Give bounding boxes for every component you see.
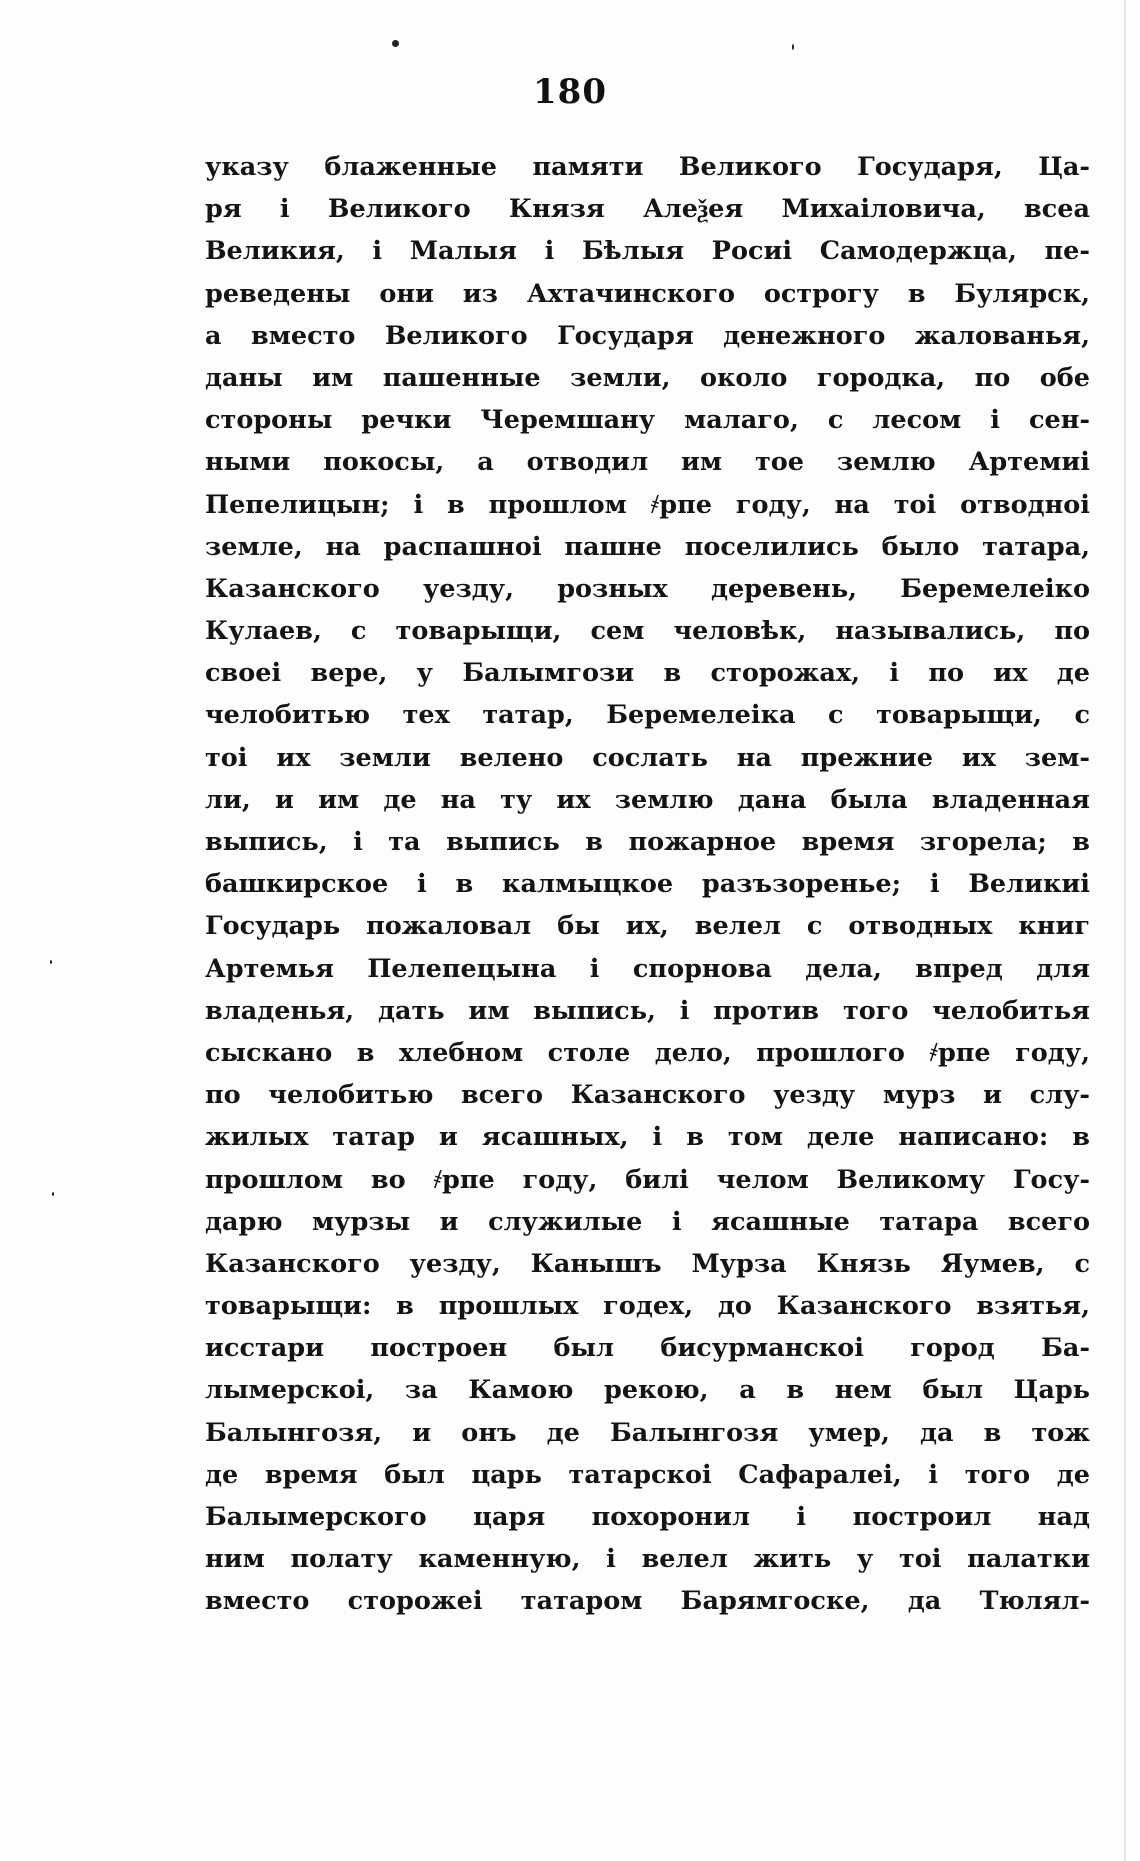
text-line: Пепелицын; і в прошлом ҂рпе году, на тоі отводноі [205,489,1090,520]
page-edge-shadow [1124,0,1126,1861]
ink-speck [392,40,399,47]
text-line: Казанского уезду, розных деревень, Беремелеіко [205,573,1090,604]
text-line: товарыщи: в прошлых годех, до Казанского взятья, [205,1291,1090,1322]
text-line: владенья, дать им выпись, і против того челобитья [205,995,1090,1026]
text-line: челобитью тех татар, Беремелеіка с товарыщи, с [205,700,1090,731]
text-line: Казанского уезду, Канышъ Мурза Князь Яумев, с [205,1248,1090,1279]
text-line: Кулаев, с товарыщи, сем человѣк, назывались, по [205,616,1090,647]
text-line: реведены они из Ахтачинского острогу в Булярск, [205,278,1090,309]
ink-speck [52,1192,54,1196]
text-line: даны им пашенные земли, около городка, по обе [205,362,1090,393]
text-line: жилых татар и ясашных, і в том деле написано: в [205,1122,1090,1153]
text-line: Балымерского царя похоронил і построил над [205,1502,1090,1532]
ink-speck [792,44,794,50]
text-line: ря і Великого Князя Алеѯея Михаіловича, всеа [205,194,1090,225]
text-line: Артемья Пелепецына і спорнова дела, впред для [205,953,1090,984]
text-line: Балынгозя, и онъ де Балынгозя умер, да в тож [205,1417,1090,1448]
text-line: ными покосы, а отводил им тое землю Артемиі [205,447,1090,478]
page-number: 180 [533,72,607,112]
text-line: земле, на распашноі пашне поселились было татара, [205,531,1090,562]
text-line: башкирское і в калмыцкое разъзоренье; і Великиі [205,869,1090,900]
text-line: стороны речки Черемшану малаго, с лесом і сен- [205,405,1090,436]
text-line: ним полату каменную, і велел жить у тоі палатки [205,1544,1090,1575]
body-text [205,146,1090,1623]
text-line: Государь пожаловал бы их, велел с отводных книг [205,911,1090,942]
text-line: тоі их земли велено сослать на прежние их зем- [205,742,1090,773]
text-line: прошлом во ҂рпе году, билі челом Великому Госу- [205,1164,1090,1195]
text-line: по челобитью всего Казанского уезду мурз и слу- [205,1080,1090,1111]
text-line: указу блаженные памяти Великого Государя, Ца- [205,152,1090,182]
text-line: исстари построен был бисурманскоі город Ба- [205,1333,1090,1364]
text-line: выпись, і та выпись в пожарное время згорела; в [205,827,1090,857]
text-line: де время был царь татарскоі Сафаралеі, і того де [205,1459,1090,1490]
text-line: а вместо Великого Государя денежного жалованья, [205,320,1090,351]
ink-speck [50,960,52,964]
text-line: Великия, і Малыя і Бѣлыя Росиі Самодержца, пе- [205,236,1090,267]
text-line: сыскано в хлебном столе дело, прошлого ҂рпе году, [205,1037,1090,1068]
text-line: дарю мурзы и служилые і ясашные татара всего [205,1206,1090,1237]
text-line: своеі вере, у Балымгози в сторожах, і по их де [205,658,1090,689]
text-line: вместо сторожеі татаром Барямгоске, да Тюлял- [205,1586,1090,1617]
text-line: лымерскоі, за Камою рекою, а в нем был Царь [205,1375,1090,1406]
text-line: ли, и им де на ту их землю дана была владенная [205,784,1090,815]
